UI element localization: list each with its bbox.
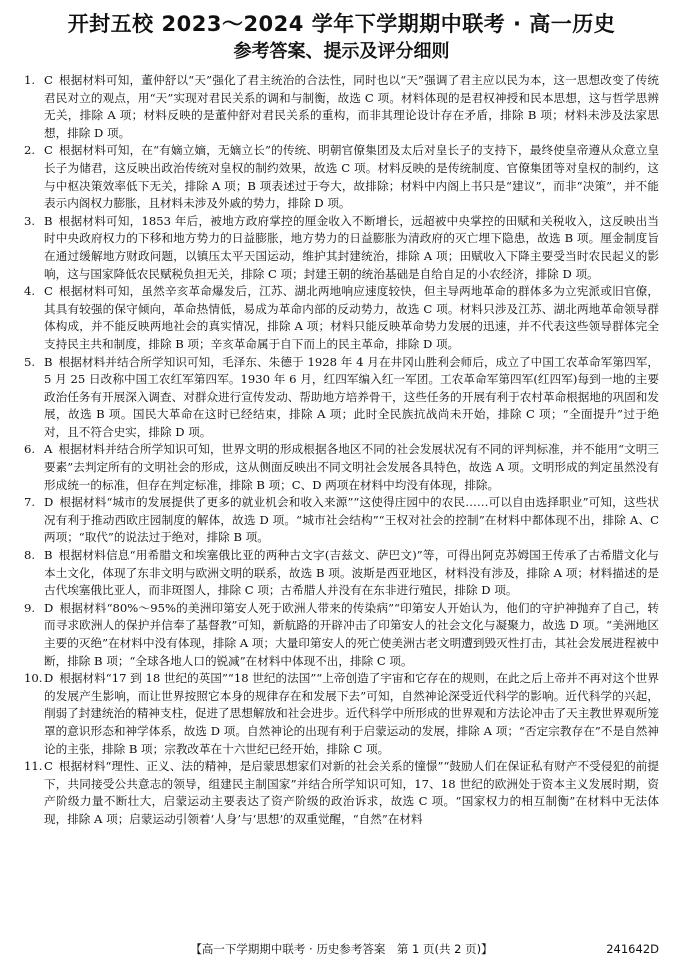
- footer-code: 241642D: [606, 942, 659, 956]
- answer-item-2: [24, 142, 659, 212]
- answer-number: 9.: [24, 600, 36, 615]
- answer-explanation: 根据材料可知，1853 年后，被地方政府掌控的厘金收入不断增长，远超被中央掌控的田赋和关税收入，这反映出当时中央政府权力的下移和地方势力的日益膨胀，地方势力的日益膨胀为清政府的灭亡埋下隐患，故选 B 项。厘金制度旨在通过缓解地方财政问题，以镇压太平天国运动，维护其封建统治，排除 A 项；田赋收入下降主要受当时农民起义的影响，这与国家降低农民赋税负担无关，排除 C 项；封建王朝的统治基础是自给自足的小农经济，排除 D 项。: [44, 213, 659, 281]
- answer-item-6: [24, 441, 659, 494]
- answer-explanation: 根据材料可知，在“有嫡立嫡，无嫡立长”的传统、明朝官僚集团及太后对皇长子的支持下，最终使皇帝遵从众意立皇长子为储君，这反映出政治传统对皇权的制约效果，故选 C 项。材料反映的是传统制度、官僚集团等对皇权的制约，这与中枢决策效率低下无关，排除 A 项；B 项表述过于夸大，故排除；材料中内阁上书只是“建议”，而非“决策”，并不能表示内阁权力膨胀，且材料未涉及外戚的势力，排除 D 项。: [44, 143, 659, 211]
- answer-letter: C: [44, 759, 53, 774]
- answer-item-1: [24, 72, 659, 142]
- answer-letter: D: [44, 600, 54, 615]
- answer-number: 8.: [24, 548, 36, 563]
- answer-number: 10.: [24, 671, 43, 686]
- answer-item-8: [24, 547, 659, 600]
- answer-item-9: [24, 600, 659, 670]
- answer-letter: D: [44, 495, 54, 510]
- answer-explanation: 根据材料“17 到 18 世纪的英国”“18 世纪的法国”“上帝创造了宇宙和它存在的规则，在此之后上帝并不再对这个世界的发展产生影响，而让世界按照它本身的规律存在和发展下去”可知，自然神论深受近代科学的影响。近代科学的兴起，削弱了封建统治的精神支柱，促进了思想解放和社会进步。近代科学中所形成的世界观和方法论冲击了天主教世界观所笼罩的意识形态和神学体系，故选 D 项。自然神论的出现有利于启蒙运动的发展，排除 A 项；“否定宗教存在”不是自然神论的主张，排除 B 项；宗教改革在十六世纪已经开始，排除 C 项。: [44, 671, 659, 756]
- answer-letter: C: [44, 73, 53, 87]
- answer-letter: B: [44, 354, 53, 369]
- answer-explanation: 根据材料“城市的发展提供了更多的就业机会和收入来源”“这使得庄园中的农民……可以自由选择职业”可知，这些状况有利于推动西欧庄园制度的解体，故选 D 项。“城市社会结构”“王权对社会的控制”在材料中都体现不出，排除 A、C 两项；“取代”的说法过于绝对，排除 B 项。: [44, 495, 659, 545]
- answer-explanation: 根据材料可知，董仲舒以“天”强化了君主统治的合法性，同时也以“天”强调了君主应以民为本，这一思想改变了传统君民对立的观点，用“天”实现对君民关系的调和与制衡，故选 C 项。材料体现的是君权神授和民本思想，这与哲学思辨无关，排除 A 项；材料反映的是董仲舒对君民关系的重构，而非其理论设计存在矛盾，排除 B 项；材料未涉及法家思想，排除 D 项。: [44, 73, 659, 140]
- answer-item-7: [24, 494, 659, 547]
- answer-number: 7.: [24, 495, 36, 510]
- answer-explanation: 根据材料“理性、正义、法的精神，是启蒙思想家们对新的社会关系的憧憬”“鼓励人们在保证私有财产不受侵犯的前提下，共同接受公共意志的领导，组建民主制国家”并结合所学知识可知，17、18 世纪的欧洲处于资本主义发展时期，资产阶级力量不断壮大，启蒙运动主要表达了资产阶级的政治诉求，故选 C 项。“国家权力的相互制衡”在材料中无法体现，排除 A 项；启蒙运动引领着‘人身’与‘思想’的双重觉醒，“自然”在材料: [44, 759, 659, 826]
- answer-letter: A: [44, 442, 53, 457]
- answer-list: [24, 72, 659, 829]
- page-subtitle: 参考答案、提示及评分细则: [233, 41, 450, 62]
- footer-page-info: 【高一下学期期中联考 · 历史参考答案 第 1 页(共 2 页)】: [190, 942, 493, 956]
- answer-letter: B: [44, 213, 53, 228]
- answer-letter: B: [44, 548, 53, 563]
- answer-item-11: [24, 758, 659, 828]
- answer-number: 11.: [24, 759, 43, 774]
- page-footer: [24, 941, 659, 957]
- answer-number: 4.: [24, 284, 36, 299]
- answer-number: 1.: [24, 73, 36, 87]
- answer-explanation: 根据材料“80%～95%的美洲印第安人死于欧洲人带来的传染病”“印第安人开始认为，他们的守护神抛弃了自己，转而寻求欧洲人的保护并信奉了基督教”可知，新航路的开辟冲击了印第安人的社会文化与凝聚力，故选 D 项。“美洲地区主要的灭绝”在材料中没有体现，排除 A 项；大量印第安人的死亡使美洲古老文明遭到毁灭性打击，其社会发展进程被中断，排除 B 项；“全球各地人口的锐减”在材料中体现不出，排除 C 项。: [44, 600, 659, 668]
- answer-item-5: [24, 354, 659, 442]
- page-title: 开封五校 2023～2024 学年下学期期中联考 · 高一历史: [67, 12, 616, 36]
- answer-letter: D: [44, 671, 54, 686]
- answer-explanation: 根据材料并结合所学知识可知，世界文明的形成根据各地区不同的社会发展状况有不同的评判标准，并不能用“文明三要素”去判定所有的文明社会的形成，这从侧面反映出不同文明社会发展各具特色，故选 A 项。文明形成的判定虽然没有形成统一的标准，但存在判定标准，排除 B 项；C、D 两项在材料中均没有体现，排除。: [44, 442, 659, 492]
- answer-letter: C: [44, 284, 53, 299]
- answer-item-4: [24, 283, 659, 353]
- answer-item-10: [24, 670, 659, 758]
- answer-number: 2.: [24, 143, 36, 158]
- answer-number: 3.: [24, 213, 36, 228]
- answer-item-3: [24, 213, 659, 283]
- answer-explanation: 根据材料并结合所学知识可知，毛泽东、朱德于 1928 年 4 月在井冈山胜利会师后，成立了中国工农革命军第四军，5 月 25 日改称中国工农红军第四军。1930 年 6 月，红四军编入红一军团。工农革命军第四军(红四军)每到一地的主要政治任务有开展深入调查、对群众进行宣传发动、帮助地方培养骨干，这些任务的开展有利于农村革命根据地的巩固和发展，故选 B 项。国民大革命在这时已经结束，排除 A 项；此时全民族抗战尚未开始，排除 C 项；“全面提升”过于绝对，且不符合史实，排除 D 项。: [44, 354, 659, 439]
- answer-letter: C: [44, 143, 53, 158]
- answer-number: 5.: [24, 354, 36, 369]
- answer-explanation: 根据材料可知，虽然辛亥革命爆发后，江苏、湖北两地响应速度较快，但主导两地革命的群体多为立宪派或旧官僚，其具有较强的保守倾向，革命热情低，易成为革命内部的反动势力，故选 C 项。材料只涉及江苏、湖北两地革命领导群体构成，并不能反映两地社会的真实情况，排除 A 项；材料只能反映革命势力发展的迅速，并不代表这些领导群体完全支持民主共和制度，排除 B 项；辛亥革命属于自下而上的民主革命，排除 D 项。: [44, 284, 659, 351]
- answer-number: 6.: [24, 442, 36, 457]
- answer-explanation: 根据材料信息“用希腊文和埃塞俄比亚的两种古文字(吉兹文、萨巴文)”等，可得出阿克苏姆国王传承了古希腊文化与本土文化，体现了东非文明与欧洲文明的联系，故选 B 项。波斯是西亚地区，材料没有涉及，排除 A 项；材料描述的是古代埃塞俄比亚人，而非斑图人，排除 C 项；古希腊人并没有在东非进行殖民，排除 D 项。: [44, 548, 659, 598]
